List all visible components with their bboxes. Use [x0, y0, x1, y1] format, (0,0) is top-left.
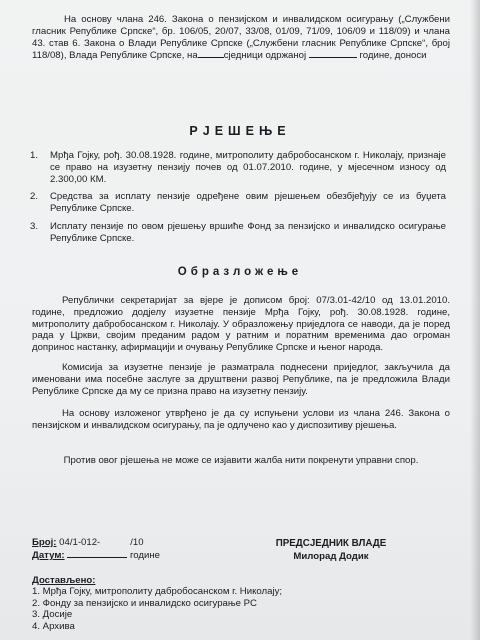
- date-suffix: године: [129, 550, 160, 561]
- reference-date-line: [32, 549, 160, 562]
- decision-item-number: 1.: [30, 150, 39, 161]
- date-blank: [67, 549, 127, 558]
- intro-text-1: На основу члана 246. Закона о пензијском и инвалидском осигурању („Службени гласник Републике Српске“, бр. 106/05, 20/07, 33/08, 01/09, 71/09, 106/09 и 118/09) и члана 43. став 6. Закона о Влади Републике Српске („Службени гласник Републике Српске“, број 118/08), Влада Републике Српске, на: [32, 14, 450, 62]
- decision-item: [26, 191, 446, 215]
- delivery-item: 3. Досије: [32, 609, 73, 621]
- delivery-item: 4. Архива: [32, 620, 75, 632]
- signatory-name: Милорад Додик: [293, 551, 369, 562]
- decision-heading: РЈЕШЕЊЕ: [189, 124, 291, 138]
- number-value: 04/1-012-: [59, 537, 101, 548]
- decision-item-number: 3.: [30, 220, 39, 232]
- decision-item-number: 2.: [30, 191, 39, 203]
- date-label: Датум:: [32, 550, 65, 561]
- decision-item-text: Средства за исплату пензије одређене овим рјешењем обезбјеђују се из буџета Републике Српске.: [50, 191, 446, 215]
- signature-block: [246, 537, 416, 563]
- delivery-item: 1. Мрђа Гојку, митрополиту дабробосанском г. Николају;: [32, 586, 283, 598]
- reasoning-paragraph-1: Републички секретаријат за вјере је дописом број: 07/3.01-42/10 од 13.01.2010. године, предложио додјелу изузетне пензије Мрђа Гојку, рођ. 30.08.1928. године, митрополиту дабробосанском г. Николају. У образложењу приједлога се наводи, да је поред рада у Цркви, својим преданим радом у ратним и поратним временима дао огроман допринос настанку, афирмацији и очувању Републике Српске и њеног народа.: [32, 295, 450, 354]
- delivery-list: [32, 575, 282, 632]
- intro-paragraph: [32, 14, 450, 62]
- decision-item: [26, 221, 446, 245]
- delivery-item: 2. Фонду за пензијско и инвалидско осигурање РС: [32, 597, 257, 609]
- reasoning-paragraph-3: На основу изложеног утврђено је да су испуњени услови из члана 246. Закона о пензијском и инвалидском осигурању, па је одлучено као у диспозитиву рјешења.: [32, 408, 450, 431]
- session-blank: [198, 49, 224, 58]
- signatory-office: ПРЕДСЈЕДНИК ВЛАДЕ: [275, 538, 387, 549]
- decision-item-text: Исплату пензије по овом рјешењу вршиће Фонд за пензијско и инвалидско осигурање Републике Српске.: [50, 220, 446, 244]
- decision-items: [26, 150, 446, 251]
- no-appeal-notice: Против овог рјешења не може се изјавити жалба нити покренути управни спор.: [63, 455, 419, 466]
- number-label: Број:: [32, 537, 57, 548]
- intro-text-2: сједници одржаној: [223, 50, 307, 62]
- delivery-title: Достављено:: [32, 575, 96, 586]
- reference-number-line: [32, 537, 160, 549]
- decision-item: [26, 150, 446, 185]
- reasoning-heading: Образложење: [177, 266, 303, 278]
- decision-item-text: Мрђа Гојку, рођ. 30.08.1928. године, митрополиту дабробосанском г. Николају, признаје се право на изузетну пензију почев од 01.07.2010. године, у мјесечном износу од 2.300,00 КМ.: [50, 150, 446, 185]
- number-suffix: /10: [130, 537, 144, 548]
- reasoning-paragraph-2: Комисија за изузетне пензије је разматрала поднесени приједлог, закључила да именовани има посебне заслуге за друштвени развој Републике, па је предложила Влади Републике Српске да му се призна право на изузетну пензију.: [32, 362, 450, 397]
- page-edge-shadow: [470, 0, 480, 640]
- delivery-items: [32, 586, 282, 632]
- session-date-blank: [309, 49, 357, 58]
- reference-block: [32, 537, 160, 562]
- intro-text-3: године, доноси: [359, 50, 427, 62]
